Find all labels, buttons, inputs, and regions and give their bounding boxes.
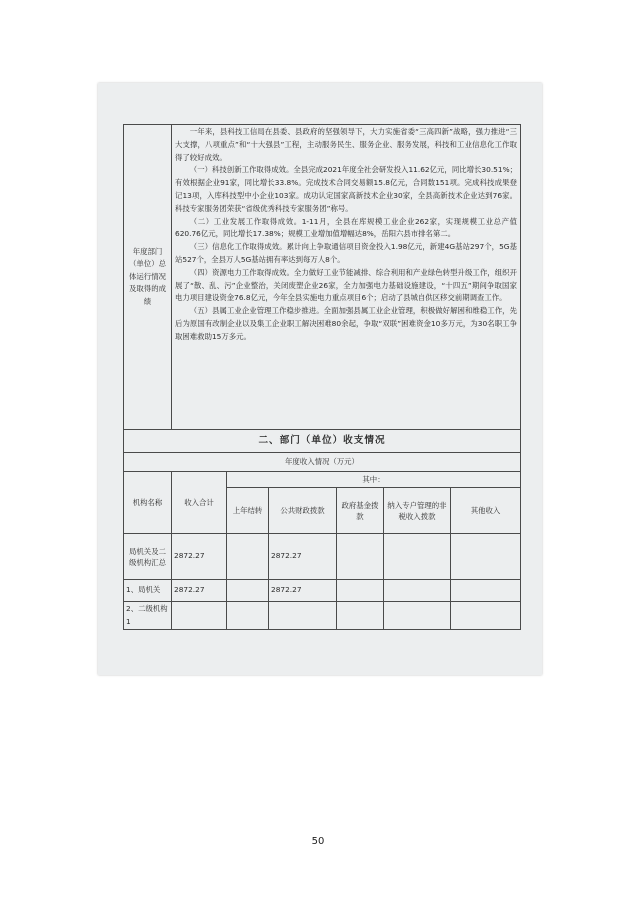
page-number: 50 — [311, 836, 325, 847]
section-title: 二、部门（单位）收支情况 — [124, 430, 521, 453]
header-special-account: 纳入专户管理的非税收入拨款 — [384, 488, 451, 534]
table-row — [124, 534, 521, 580]
row-gov-fund — [337, 580, 384, 602]
narrative-side-label: 年度部门（单位）总体运行情况及取得的成绩 — [124, 125, 172, 430]
narrative-paragraph: （五）县属工业企业管理工作稳步推进。全面加强县属工业企业管理，积极做好解困和维稳工作，先后为原国有改制企业以及集工企业职工解决困难80余起，争取“双联”困难资金10多万元，为30名职工争取困难救助15万多元。 — [175, 306, 517, 341]
row-special-account — [384, 534, 451, 580]
header-public-finance: 公共财政拨款 — [269, 488, 337, 534]
header-row-1 — [124, 472, 521, 488]
table-row — [124, 602, 521, 630]
subtitle-row — [124, 453, 521, 472]
row-gov-fund — [337, 534, 384, 580]
row-carryover — [227, 602, 269, 630]
row-other — [451, 534, 521, 580]
revenue-table-subtitle: 年度收入情况（万元） — [124, 453, 521, 472]
narrative-paragraph: （一）科技创新工作取得成效。全县完成2021年度全社会研发投入11.62亿元，同比增长30.51%；有效根据企业91家，同比增长33.8%。完成技术合同交易额15.8亿元，合同数151项。完成科技成果登记13项，入库科技型中小企业103家。成功认定国家高新技术企业30家，全县高新技术企业达到76家。科技专家服务团荣获“省级优秀科技专家服务团”称号。 — [175, 165, 517, 213]
row-public-finance — [269, 602, 337, 630]
header-group-of-which: 其中： — [227, 472, 521, 488]
row-carryover — [227, 534, 269, 580]
narrative-paragraph: 一年来，县科技工信局在县委、县政府的坚强领导下，大力实施省委“三高四新”战略，强力推进“三大支撑，八项重点”和“十大强县”工程，主动服务民生、服务企业、服务发展，科技和工业信息化工作取得了较好成效。 — [175, 127, 517, 162]
narrative-body — [172, 125, 521, 430]
row-gov-fund — [337, 602, 384, 630]
row-other — [451, 602, 521, 630]
header-total: 收入合计 — [172, 472, 227, 534]
header-other: 其他收入 — [451, 488, 521, 534]
row-name: 1、局机关 — [124, 580, 172, 602]
row-carryover — [227, 580, 269, 602]
narrative-paragraph: （三）信息化工作取得成效。累计向上争取通信项目资金投入1.98亿元，新建4G基站297个，5G基站527个，全县万人5G基站拥有率达到每万人8个。 — [175, 242, 517, 264]
header-carryover: 上年结转 — [227, 488, 269, 534]
narrative-paragraph: （二）工业发展工作取得成效。1-11月，全县在库规模工业企业262家，实现规模工业总产值620.76亿元，同比增长17.38%；规模工业增加值增幅达8%，岳阳六县市排名第二。 — [175, 216, 517, 239]
row-name: 2、二级机构1 — [124, 602, 172, 630]
row-total — [172, 602, 227, 630]
row-total: 2872.27 — [172, 534, 227, 580]
narrative-paragraph: （四）资源电力工作取得成效。全力做好工业节能减排、综合利用和产业绿色转型升级工作，组织开展了“散、乱、污”企业整治，关闭废塑企业26家，全力加强电力基础设施建设，“十四五”期间争取国家电力项目建设资金76.8亿元，今年全县实施电力重点项目6个；启动了县城自供区移交前期调查工作。 — [175, 267, 517, 303]
row-other — [451, 580, 521, 602]
header-gov-fund: 政府基金拨款 — [337, 488, 384, 534]
document-table — [123, 124, 521, 630]
row-special-account — [384, 602, 451, 630]
row-public-finance: 2872.27 — [269, 534, 337, 580]
narrative-row — [124, 125, 521, 430]
row-total: 2872.27 — [172, 580, 227, 602]
table-row — [124, 580, 521, 602]
row-special-account — [384, 580, 451, 602]
header-org-name: 机构名称 — [124, 472, 172, 534]
row-name: 局机关及二级机构汇总 — [124, 534, 172, 580]
row-public-finance: 2872.27 — [269, 580, 337, 602]
section-title-row — [124, 430, 521, 453]
